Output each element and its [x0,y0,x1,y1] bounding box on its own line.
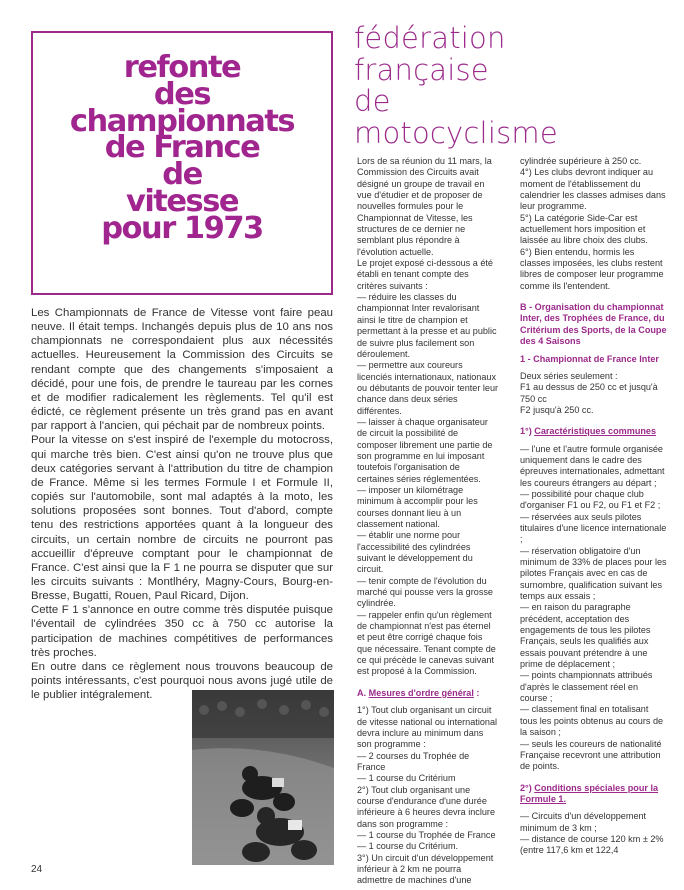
article-column-1 [357,156,499,887]
paragraph: — Circuits d'un développement minimum de 3 km ; [520,811,647,833]
paragraph: — laisser à chaque organisateur de circuit la possibilité de composer librement une partie de son programme en lui imposant toutefois l'organisation de certaines séries réglementées. [357,416,493,484]
paragraph: — points championnats attribués d'après le classement réel en course ; [520,670,653,704]
paragraph: — réservées aux seuls pilotes titulaires d'une licence internationale ; [520,511,667,545]
heading-prefix: 2°) [520,782,535,793]
paragraph: 1°) Tout club organisant un circuit de vitesse national ou international devra inclure au minimum dans son programme : [357,705,498,750]
headline-line: refonte [123,50,241,85]
race-photo-image [192,690,334,865]
heading-text: Conditions spéciales pour la Formule 1. [520,782,659,804]
intro-paragraph: Cette F 1 s'annonce en outre comme très disputée puisque l'éventail de cylindrées 350 cc à 750 cc autorise la participation de machines compétitives de performances très proches. [31,604,333,659]
heading-text: Caractéristiques communes [534,426,657,437]
paragraph: — classement final en totalisant tous les points obtenus au cours de la saison ; [520,704,664,738]
paragraph: Lors de sa réunion du 11 mars, la Commission des Circuits avait désigné un groupe de travail en vue d'étudier et de proposer de nouvelles formules pour le Championnat de Vitesse, les structures de ce dernier ne semblant plus répondre à l'évolution actuelle. [357,156,492,257]
masthead [354,23,674,149]
paragraph: — permettre aux coureurs licenciés internationaux, nationaux ou débutants de pouvoir tenter leur chance dans deux séries différentes. [357,360,499,416]
paragraph: — possibilité pour chaque club d'organiser F1 ou F2, ou F1 et F2 ; [520,488,661,511]
paragraph: — établir une norme pour l'accessibilité des cylindrées suivant le développement du circuit. [357,530,473,575]
paragraph: — distance de course 120 km ± 2% (entre 117,6 km et 122,4 [520,833,664,856]
article-column-2 [520,156,667,857]
section-heading-c [520,426,667,437]
headline-box [31,31,333,295]
paragraph: — réservation obligatoire d'un minimum de 33% de places pour les pilotes Français avec en cas de surnombre, qualification suivant les temps aux essais ; [520,545,667,602]
paragraph: — 1 course du Critérium [357,773,456,784]
paragraph: — 1 course du Trophée de France [357,829,496,840]
paragraph: 5°) La catégorie Side-Car est actuellement hors imposition et laissée au libre choix des clubs. [520,212,648,246]
paragraph: 3°) Un circuit d'un développement inférieur à 2 km ne pourra admettre de machines d'une [357,852,494,886]
intro-paragraph: Pour la vitesse on s'est inspiré de l'exemple du motocross, qui marche très bien. C'est ainsi qu'on ne trouve plus que deux catégories servant à l'attribution du titre de champion de France. Même si les termes Formule I et Formule II, copiés sur l'automobile, sont mal adaptés à la moto, les solutions proposées sont bonnes. Tout d'abord, compte tenu des restrictions apportées quant à la longueur des circuits, un certain nombre de circuits ne pourront pas accueillir d'épreuve comptant pour le championnat de France. C'est ainsi que la F 1 ne pourra se disputer que sur les circuits suivants : Montlhéry, Magny-Cours, Bourg-en-Bresse, Bugatti, Rouen, Paul Ricard, Dijon. [31,434,333,603]
intro-paragraph: Les Championnats de France de Vitesse vont faire peau neuve. Il était temps. Inchangés depuis plus de 10 ans nos championnats ne correspondaient plus aux nécessités actuelles. Heureusement la Commission des Circuits se rendant compte que des changements s'imposaient a décidé, pour une fois, de prendre le taureau par les cornes et de modifier radicalement les règlements. Tel qu'il est édicté, ce règlement présente un très grand pas en avant par rapport à l'ancien, qui péchait par de nombreux points. [31,307,333,433]
paragraph: — 1 course du Critérium. [357,841,459,852]
headline [33,50,331,246]
heading-prefix: A. [357,687,369,698]
headline-line: de France [104,130,260,166]
paragraph: 4°) Les clubs devront indiquer au moment de l'établissement du calendrier les classes admises dans leur programme. [520,167,666,212]
page-number: 24 [31,864,43,875]
section-heading-d [520,783,667,806]
heading-suffix: : [473,687,480,698]
paragraph: — l'une et l'autre formule organisée uniquement dans le cadre des épreuves internationales, admettant les coureurs étrangers au départ ; [520,443,665,488]
paragraph: Le projet exposé ci-dessous a été établi en tenant compte des critères suivants : [357,258,493,291]
headline-line: de [162,157,202,193]
paragraph: Deux séries seulement : [520,370,618,381]
paragraph: — 2 courses du Trophée de France [357,750,470,772]
intro-text [31,306,333,702]
paragraph: cylindrée supérieure à 250 cc. [520,156,642,166]
heading-text: Mesures d'ordre général [368,687,474,698]
paragraph: 6°) Bien entendu, hormis les classes imposées, les clubs restent libres de composer leur programme comme ils l'entendent. [520,246,664,291]
paragraph: — en raison du paragraphe précédent, acceptation des engagements de tous les pilotes Français, seuls les qualifiés aux essais pouvant prétendre à une prime de déplacement ; [520,602,651,670]
paragraph: — réduire les classes du championnat Inter revalorisant ainsi le titre de champion et permettant à la presse et au public de suivre plus facilement son déroulement. [357,292,497,359]
paragraph: — rappeler enfin qu'un règlement de championnat n'est pas éternel et peut être corrigé chaque fois que nécessaire. Tenant compte de ce qui précède le canevas suivant est proposé à la Commission. [357,609,496,677]
headline-line: vitesse [125,183,239,219]
masthead-line: motocyclisme [354,115,558,150]
section-heading-b: B - Organisation du championnat Inter, des Trophées de France, du Critérium des Sports, de la Coupe des 4 Saisons [520,302,667,347]
headline-line: championnats [69,103,295,139]
paragraph: 2°) Tout club organisant une course d'endurance d'une durée inférieure à 6 heures devra inclure dans son programme : [357,784,496,829]
masthead-line: de [354,84,391,118]
paragraph: — imposer un kilométrage minimum à accomplir pour les courses donnant lieu à un classement national. [357,484,478,529]
heading-prefix: 1°) [520,426,535,437]
paragraph: — tenir compte de l'évolution du marché qui pousse vers la grosse cylindrée. [357,575,493,609]
paragraph: F1 au dessus de 250 cc et jusqu'à 750 cc [520,382,658,404]
paragraph: — seuls les coureurs de nationalité Française recevront une attribution de points. [520,738,662,772]
section-heading-1: 1 - Championnat de France Inter [520,353,659,364]
masthead-line: fédération [354,21,506,55]
race-photo [192,690,334,865]
intro-paragraph: En outre dans ce règlement nous trouvons beaucoup de points intéressants, c'est pourquoi nous avons jugé utile de le publier intégralement. [31,660,333,702]
headline-line: pour 1973 [101,210,263,246]
headline-line: des [153,76,211,112]
masthead-line: française [354,52,489,87]
section-heading-a [357,688,499,699]
paragraph: F2 jusqu'à 250 cc. [520,404,594,415]
